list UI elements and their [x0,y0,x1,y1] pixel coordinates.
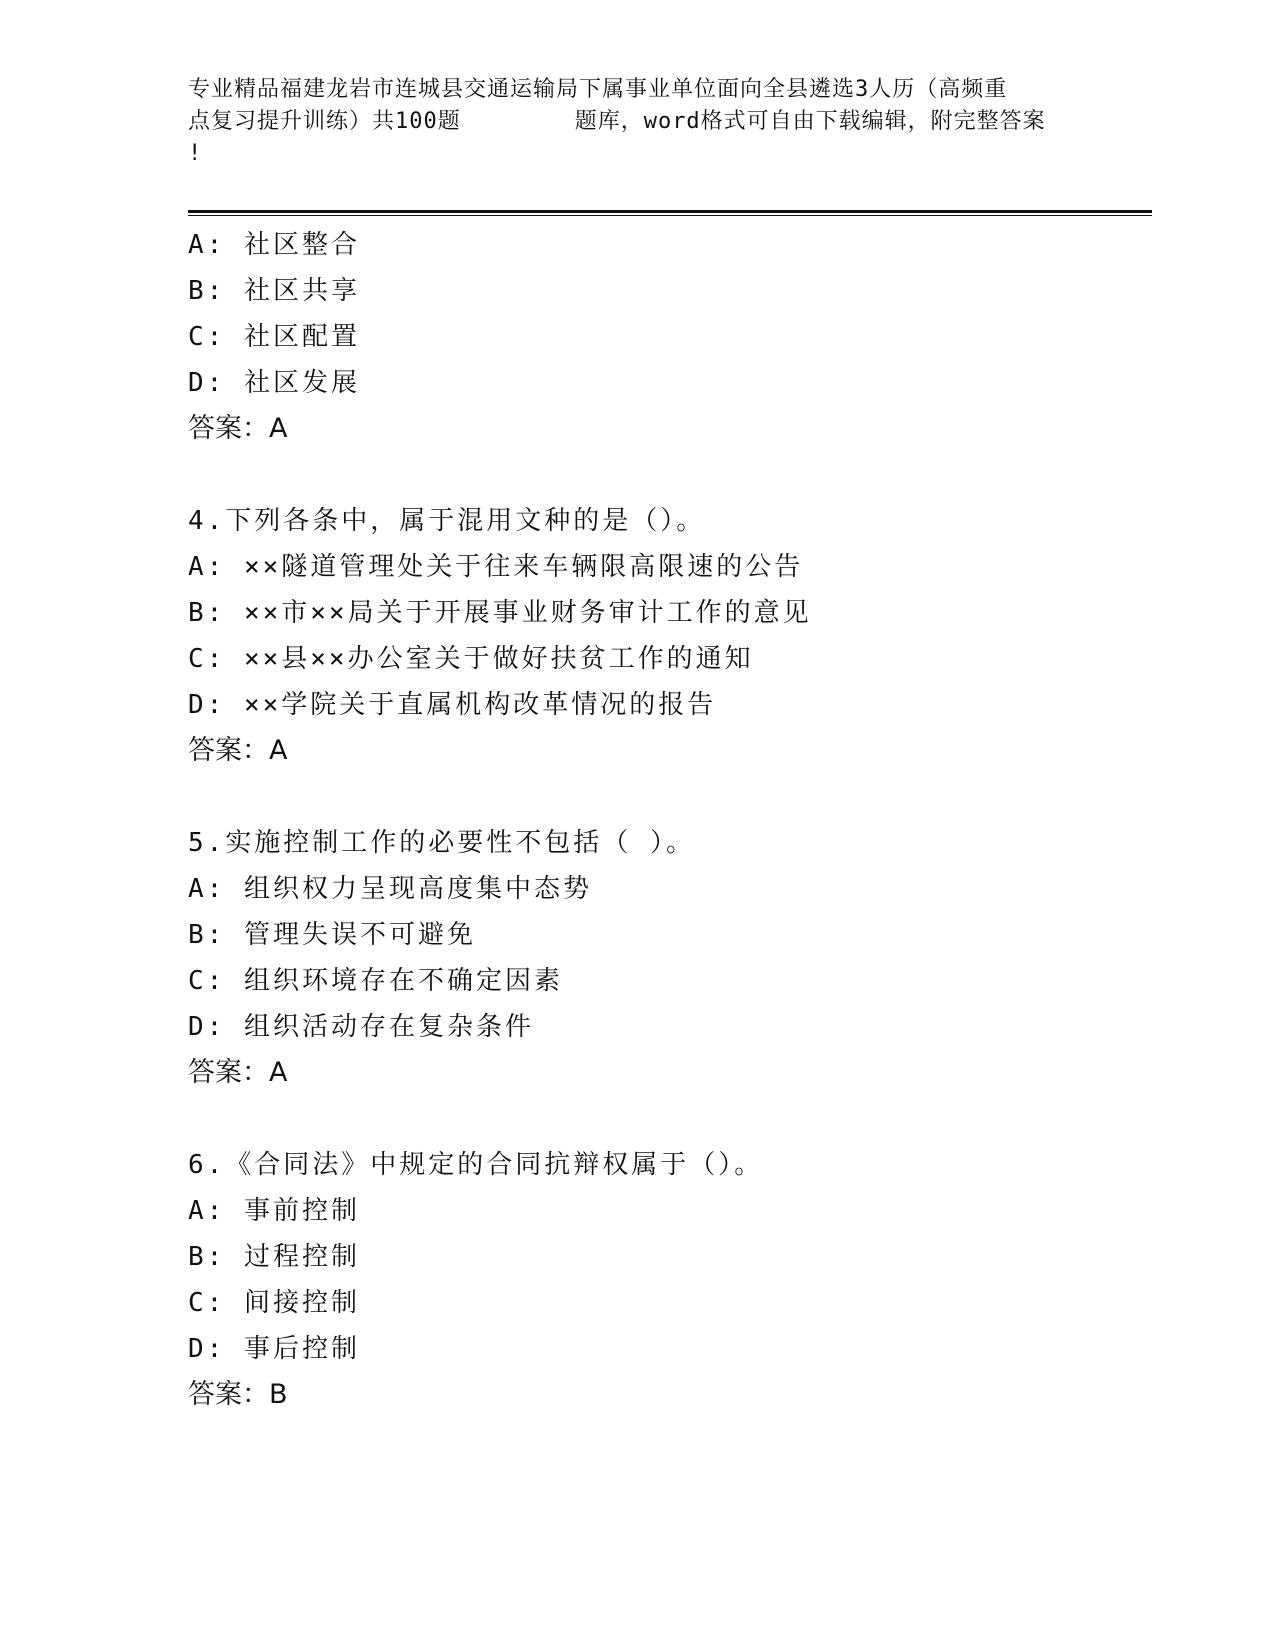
header-line-1: 专业精品福建龙岩市连城县交通运输局下属事业单位面向全县遴选3人历（高频重 [188,77,1008,102]
answer: 答案：A [188,735,288,766]
header-line-3: ! [188,141,203,166]
question-list [188,222,1148,1464]
option-c: C: 间接控制 [188,1288,360,1318]
option-d: D: ××学院关于直属机构改革情况的报告 [188,690,717,720]
header-divider-thin [188,215,1152,216]
option-a: A: ××隧道管理处关于往来车辆限高限速的公告 [188,552,804,582]
option-b: B: 过程控制 [188,1242,360,1272]
option-b: B: ××市××局关于开展事业财务审计工作的意见 [188,598,812,628]
option-c: C: 组织环境存在不确定因素 [188,966,563,996]
document-header [188,74,1088,170]
header-divider-thick [188,210,1152,213]
option-d: D: 社区发展 [188,368,360,398]
option-c: C: 社区配置 [188,322,360,352]
option-b: B: 社区共享 [188,276,360,306]
option-d: D: 组织活动存在复杂条件 [188,1012,534,1042]
question-6 [188,1142,1148,1418]
option-b: B: 管理失误不可避免 [188,920,476,950]
question-5 [188,820,1148,1096]
header-line-2: 点复习提升训练）共100题 题库，word格式可自由下载编辑，附完整答案 [188,109,1046,134]
answer: 答案：B [188,1379,288,1410]
question-stem: 5.实施控制工作的必要性不包括（ ）。 [188,828,695,858]
question-stem: 4.下列各条中，属于混用文种的是（）。 [188,506,706,536]
option-c: C: ××县××办公室关于做好扶贫工作的通知 [188,644,754,674]
option-a: A: 社区整合 [188,230,360,260]
option-d: D: 事后控制 [188,1334,360,1364]
answer: 答案：A [188,1057,288,1088]
question-3 [188,222,1148,452]
question-4 [188,498,1148,774]
option-a: A: 组织权力呈现高度集中态势 [188,874,592,904]
question-stem: 6.《合同法》中规定的合同抗辩权属于（）。 [188,1150,764,1180]
answer: 答案：A [188,413,288,444]
option-a: A: 事前控制 [188,1196,360,1226]
